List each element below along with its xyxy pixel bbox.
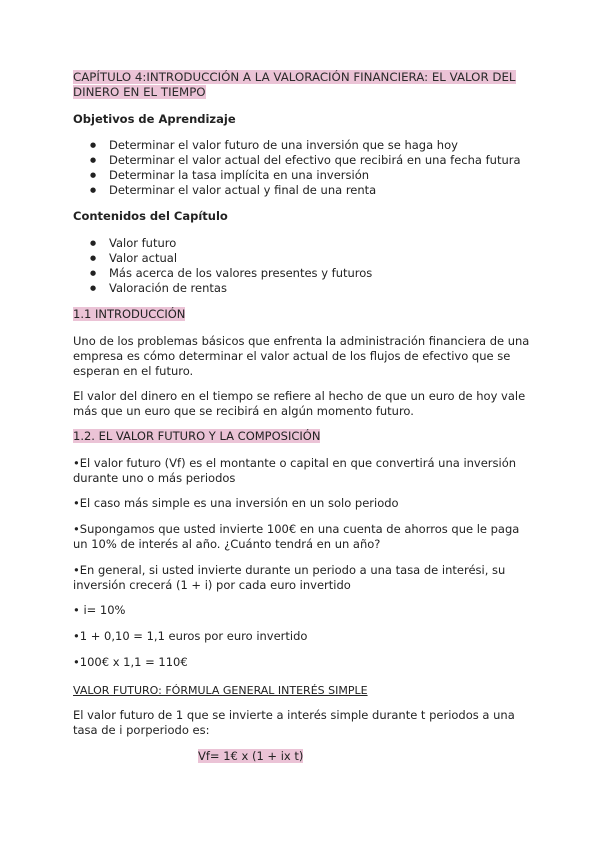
objectives-list (90, 138, 550, 198)
paragraph: •En general, si usted invierte durante un periodo a una tasa de interési, su inversión crecerá (1 + i) por cada euro invertido (73, 563, 506, 592)
list-item: ● Determinar la tasa implícita en una inversión (90, 168, 550, 183)
list-item: ● Determinar el valor futuro de una inversión que se haga hoy (90, 138, 550, 153)
contents-heading: Contenidos del Capítulo (73, 209, 228, 223)
list-item: ● Valoración de rentas (90, 281, 550, 296)
paragraph: •El valor futuro (Vf) es el montante o capital en que convertirá una inversión durante uno o más periodos (73, 456, 517, 485)
paragraph: • i= 10% (73, 603, 126, 617)
contents-list (90, 236, 550, 296)
chapter-title: CAPÍTULO 4:INTRODUCCIÓN A LA VALORACIÓN FINANCIERA: EL VALOR DEL DINERO EN EL TIEMPO (73, 70, 516, 99)
paragraph: •El caso más simple es una inversión en un solo periodo (73, 496, 399, 510)
list-item: ● Determinar el valor actual del efectivo que recibirá en una fecha futura (90, 153, 550, 168)
paragraph: El valor del dinero en el tiempo se refiere al hecho de que un euro de hoy vale más que un euro que se recibirá en algún momento futuro. (73, 389, 526, 418)
section-heading-future-value: 1.2. EL VALOR FUTURO Y LA COMPOSICIÓN (73, 429, 321, 443)
list-item: ● Valor actual (90, 251, 550, 266)
section-heading-introduction: 1.1 INTRODUCCIÓN (73, 307, 186, 321)
formula-section-heading: VALOR FUTURO: FÓRMULA GENERAL INTERÉS SIMPLE (73, 684, 368, 697)
list-item: ● Determinar el valor actual y final de una renta (90, 183, 550, 198)
list-item: ● Valor futuro (90, 236, 550, 251)
paragraph: El valor futuro de 1 que se invierte a interés simple durante t periodos a una tasa de i porperiodo es: (73, 708, 515, 737)
paragraph: •100€ x 1,1 = 110€ (73, 655, 188, 669)
paragraph: •1 + 0,10 = 1,1 euros por euro invertido (73, 629, 308, 643)
formula: Vf= 1€ x (1 + ix t) (198, 749, 304, 763)
paragraph: Uno de los problemas básicos que enfrenta la administración financiera de una empresa es cómo determinar el valor actual de los flujos de efectivo que se esperan en el futuro. (73, 334, 530, 378)
list-item: ● Más acerca de los valores presentes y futuros (90, 266, 550, 281)
paragraph: •Supongamos que usted invierte 100€ en una cuenta de ahorros que le paga un 10% de interés al año. ¿Cuánto tendrá en un año? (73, 522, 520, 551)
objectives-heading: Objetivos de Aprendizaje (73, 112, 236, 126)
